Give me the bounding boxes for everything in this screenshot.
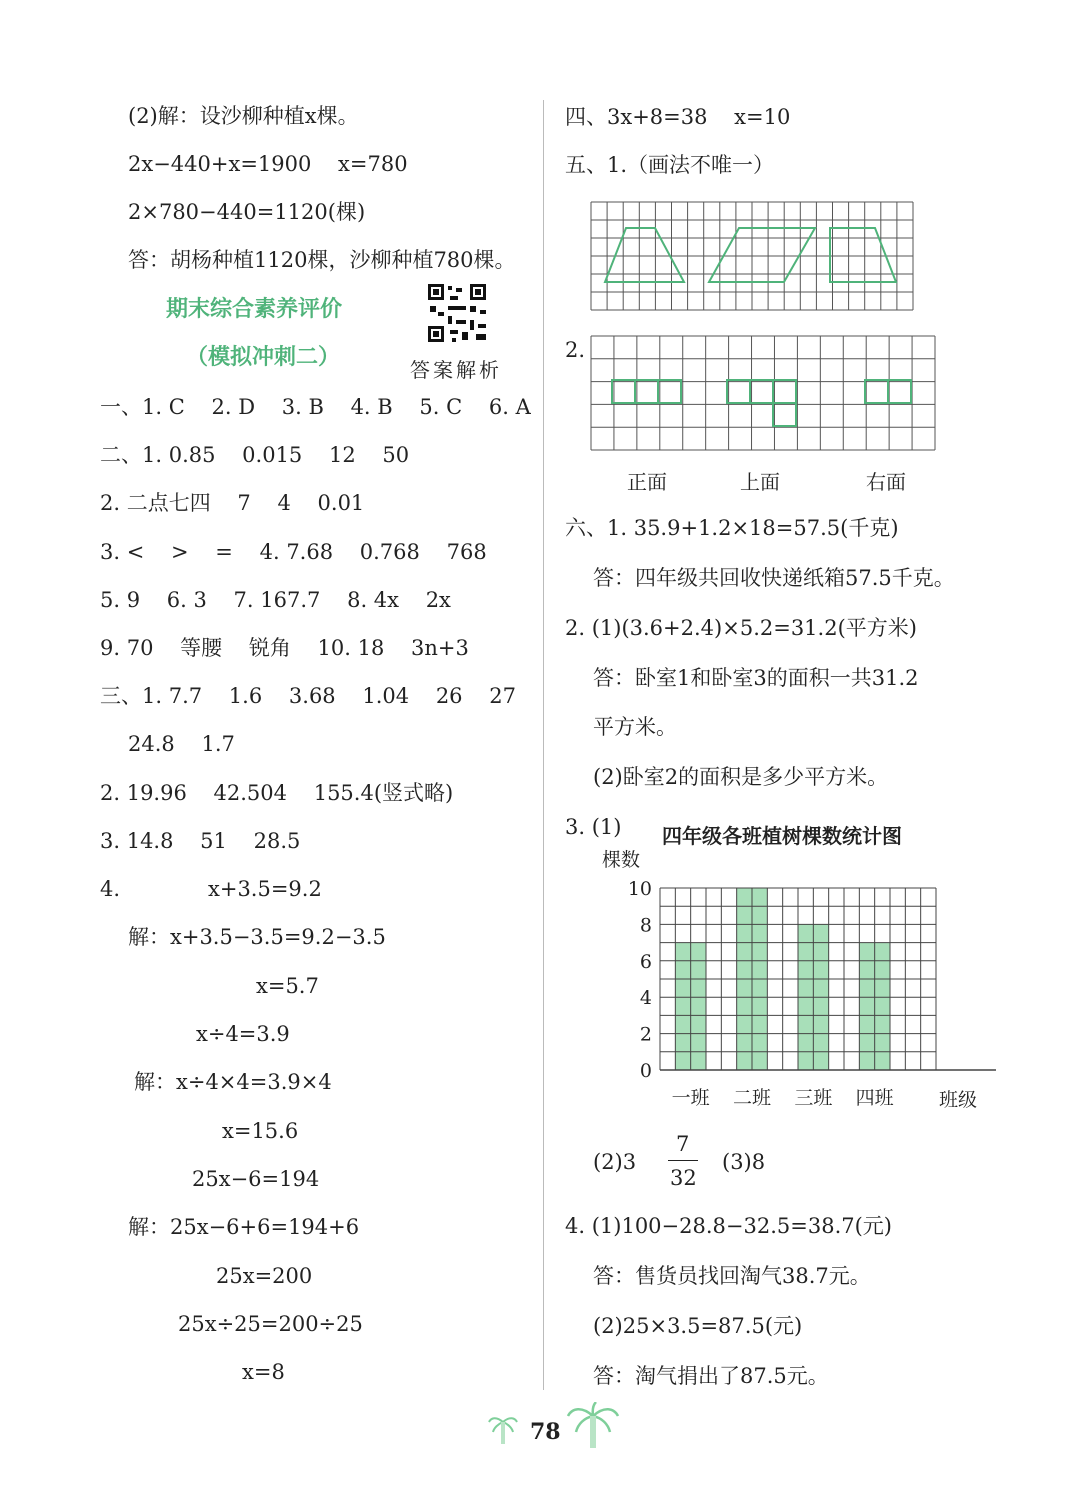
- x-tick-label: 一班: [671, 1087, 710, 1109]
- column-divider: [543, 100, 544, 1390]
- qr-caption: 答案解析: [410, 358, 502, 382]
- right-line-1: 四、3x+8=38 x=10: [565, 105, 791, 129]
- right-line-2: 五、1.（画法不唯一）: [565, 153, 775, 177]
- chart-title: 四年级各班植树棵数统计图: [662, 824, 902, 848]
- equation-line: 解：x÷4×4=3.9×4: [134, 1070, 332, 1094]
- answer-line: 3. < > = 4. 7.68 0.768 768: [100, 540, 487, 564]
- y-tick-label: 0: [639, 1060, 652, 1082]
- section-title: 期末综合素养评价: [166, 297, 343, 322]
- answer-line: 2. 19.96 42.504 155.4(竖式略): [100, 781, 454, 805]
- right-line-3: 2.: [565, 338, 586, 362]
- answer-line: 4.: [100, 877, 121, 901]
- palm-tree-icon: [566, 1402, 620, 1450]
- chart-ylabel: 棵数: [602, 849, 641, 871]
- section-subtitle: （模拟冲刺二）: [186, 345, 341, 370]
- answer-line: 2. 二点七四 7 4 0.01: [100, 491, 365, 515]
- view-label-top: 上面: [740, 470, 780, 494]
- x-tick-label: 三班: [794, 1087, 833, 1109]
- answer-line: 答：四年级共回收快递纸箱57.5千克。: [593, 566, 955, 590]
- answer-line: 答：售货员找回淘气38.7元。: [593, 1264, 871, 1288]
- equation-line: x=8: [242, 1360, 285, 1384]
- equation-line: x+3.5=9.2: [208, 877, 322, 901]
- equation-line: 解：25x−6+6=194+6: [128, 1215, 360, 1239]
- answer-line: 4. (1)100−28.8−32.5=38.7(元): [565, 1214, 892, 1238]
- view-label-right: 右面: [866, 470, 906, 494]
- answer-line: 3. (1): [565, 815, 622, 839]
- equation-line: 解：x+3.5−3.5=9.2−3.5: [128, 925, 386, 949]
- palm-tree-icon: [488, 1412, 518, 1446]
- x-tick-label: 四班: [855, 1087, 894, 1109]
- answer-line: 9. 70 等腰 锐角 10. 18 3n+3: [100, 636, 469, 660]
- chart-xlabel: 班级: [938, 1089, 978, 1111]
- equation-line: x=5.7: [256, 974, 319, 998]
- answer-line: 答：淘气捐出了87.5元。: [593, 1364, 829, 1388]
- answer-line: 答：卧室1和卧室3的面积一共31.2: [593, 666, 919, 690]
- x-tick-label: 二班: [732, 1087, 772, 1109]
- answer-line: (2)25×3.5=87.5(元): [593, 1314, 803, 1338]
- y-tick-label: 8: [639, 914, 652, 937]
- answer-line: 一、1. C 2. D 3. B 4. B 5. C 6. A: [100, 395, 531, 419]
- front-view-shape: [612, 380, 681, 403]
- fraction-bar: [668, 1160, 698, 1161]
- equation-line: x÷4=3.9: [196, 1022, 290, 1046]
- qr-code-icon[interactable]: [426, 282, 488, 344]
- answer-line: 三、1. 7.7 1.6 3.68 1.04 26 27: [100, 684, 516, 708]
- views-grid: [590, 335, 936, 451]
- equation-line: 25x=200: [216, 1264, 313, 1288]
- answer-line: (2)卧室2的面积是多少平方米。: [593, 765, 889, 789]
- answer-line: 六、1. 35.9+1.2×18=57.5(千克): [565, 516, 899, 540]
- y-tick-label: 10: [627, 878, 652, 900]
- answer-line: 2. (1)(3.6+2.4)×5.2=31.2(平方米): [565, 616, 917, 640]
- bar-chart: [590, 870, 1000, 1120]
- answer-line: 24.8 1.7: [128, 732, 235, 756]
- y-tick-label: 2: [639, 1023, 652, 1046]
- answer-part3: (3)8: [722, 1150, 766, 1174]
- left-line-2: 2x−440+x=1900 x=780: [128, 152, 408, 176]
- equation-line: x=15.6: [222, 1119, 299, 1143]
- y-tick-label: 6: [639, 950, 652, 973]
- fraction-denominator: 32: [670, 1166, 697, 1190]
- view-label-front: 正面: [627, 470, 667, 494]
- left-line-4: 答：胡杨种植1120棵，沙柳种植780棵。: [128, 248, 516, 272]
- answer-line: 平方米。: [593, 715, 677, 739]
- answer-part2: (2)3: [593, 1150, 637, 1174]
- left-line-3: 2×780−440=1120(棵): [128, 200, 366, 224]
- fraction-numerator: 7: [676, 1132, 690, 1156]
- answer-line: 5. 9 6. 3 7. 167.7 8. 4x 2x: [100, 588, 451, 612]
- equation-line: 25x÷25=200÷25: [178, 1312, 363, 1336]
- equation-line: 25x−6=194: [192, 1167, 320, 1191]
- page-number: 78: [530, 1419, 561, 1445]
- shape-drawing-grid: [590, 201, 914, 311]
- y-tick-label: 4: [639, 987, 652, 1010]
- answer-line: 3. 14.8 51 28.5: [100, 829, 301, 853]
- answer-line: 二、1. 0.85 0.015 12 50: [100, 443, 410, 467]
- left-line-1: (2)解：设沙柳种植x棵。: [128, 104, 359, 128]
